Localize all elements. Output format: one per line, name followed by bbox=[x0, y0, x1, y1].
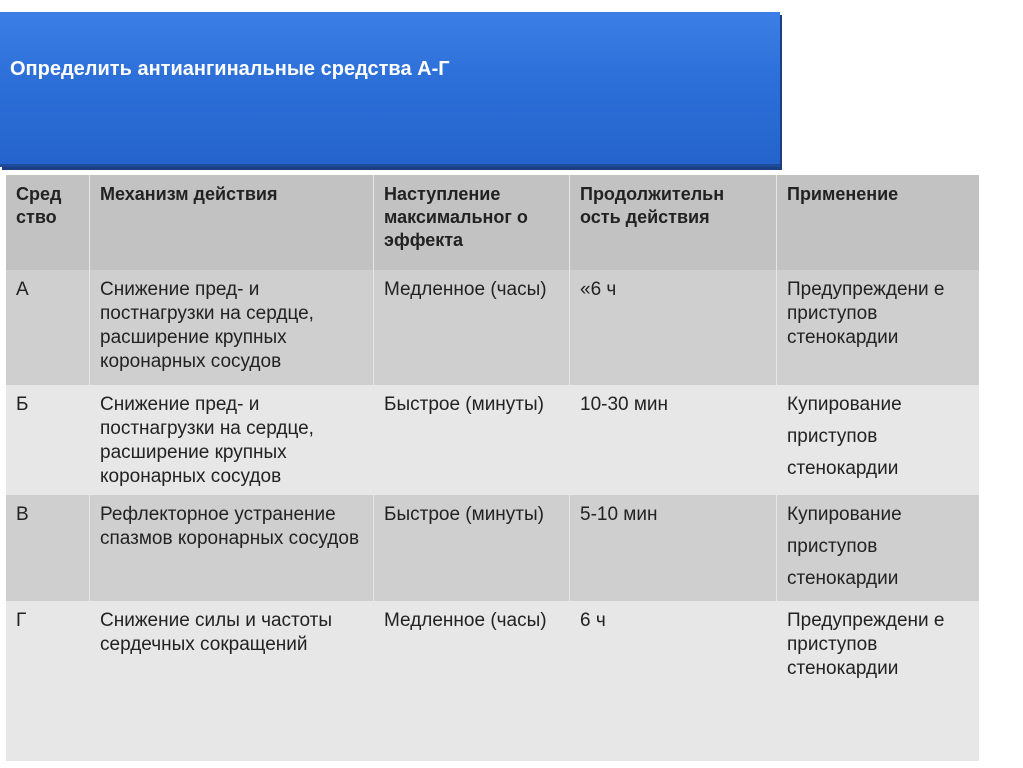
cell-onset: Быстрое (минуты) bbox=[374, 495, 570, 601]
drugs-table bbox=[6, 175, 979, 761]
cell-onset: Медленное (часы) bbox=[374, 270, 570, 385]
cell-duration: 10-30 мин bbox=[570, 385, 777, 495]
cell-mechanism: Снижение пред- и постнагрузки на сердце, расширение крупных коронарных сосудов bbox=[90, 385, 374, 495]
cell-mechanism: Рефлекторное устранение спазмов коронарных сосудов bbox=[90, 495, 374, 601]
header-use: Применение bbox=[777, 175, 980, 270]
cell-drug: Г bbox=[6, 601, 90, 761]
cell-duration: «6 ч bbox=[570, 270, 777, 385]
table-row bbox=[6, 495, 979, 601]
title-banner bbox=[0, 12, 780, 167]
cell-use: Купирование приступов стенокардии bbox=[777, 495, 980, 601]
cell-use: Предупреждени е приступов стенокардии bbox=[777, 270, 980, 385]
cell-use: Купирование приступов стенокардии bbox=[777, 385, 980, 495]
table-header-row bbox=[6, 175, 979, 270]
cell-drug: А bbox=[6, 270, 90, 385]
table-container bbox=[6, 175, 975, 761]
cell-use: Предупреждени е приступов стенокардии bbox=[777, 601, 980, 761]
header-onset: Наступление максимальног о эффекта bbox=[374, 175, 570, 270]
table-row bbox=[6, 601, 979, 761]
table-row bbox=[6, 270, 979, 385]
slide-title: Определить антиангинальные средства А-Г bbox=[10, 58, 450, 80]
header-mechanism: Механизм действия bbox=[90, 175, 374, 270]
header-duration: Продолжительн ость действия bbox=[570, 175, 777, 270]
table-row bbox=[6, 385, 979, 495]
cell-onset: Медленное (часы) bbox=[374, 601, 570, 761]
cell-drug: Б bbox=[6, 385, 90, 495]
cell-onset: Быстрое (минуты) bbox=[374, 385, 570, 495]
cell-mechanism: Снижение пред- и постнагрузки на сердце, расширение крупных коронарных сосудов bbox=[90, 270, 374, 385]
cell-duration: 5-10 мин bbox=[570, 495, 777, 601]
cell-mechanism: Снижение силы и частоты сердечных сокращений bbox=[90, 601, 374, 761]
cell-drug: В bbox=[6, 495, 90, 601]
cell-duration: 6 ч bbox=[570, 601, 777, 761]
header-drug: Сред ство bbox=[6, 175, 90, 270]
